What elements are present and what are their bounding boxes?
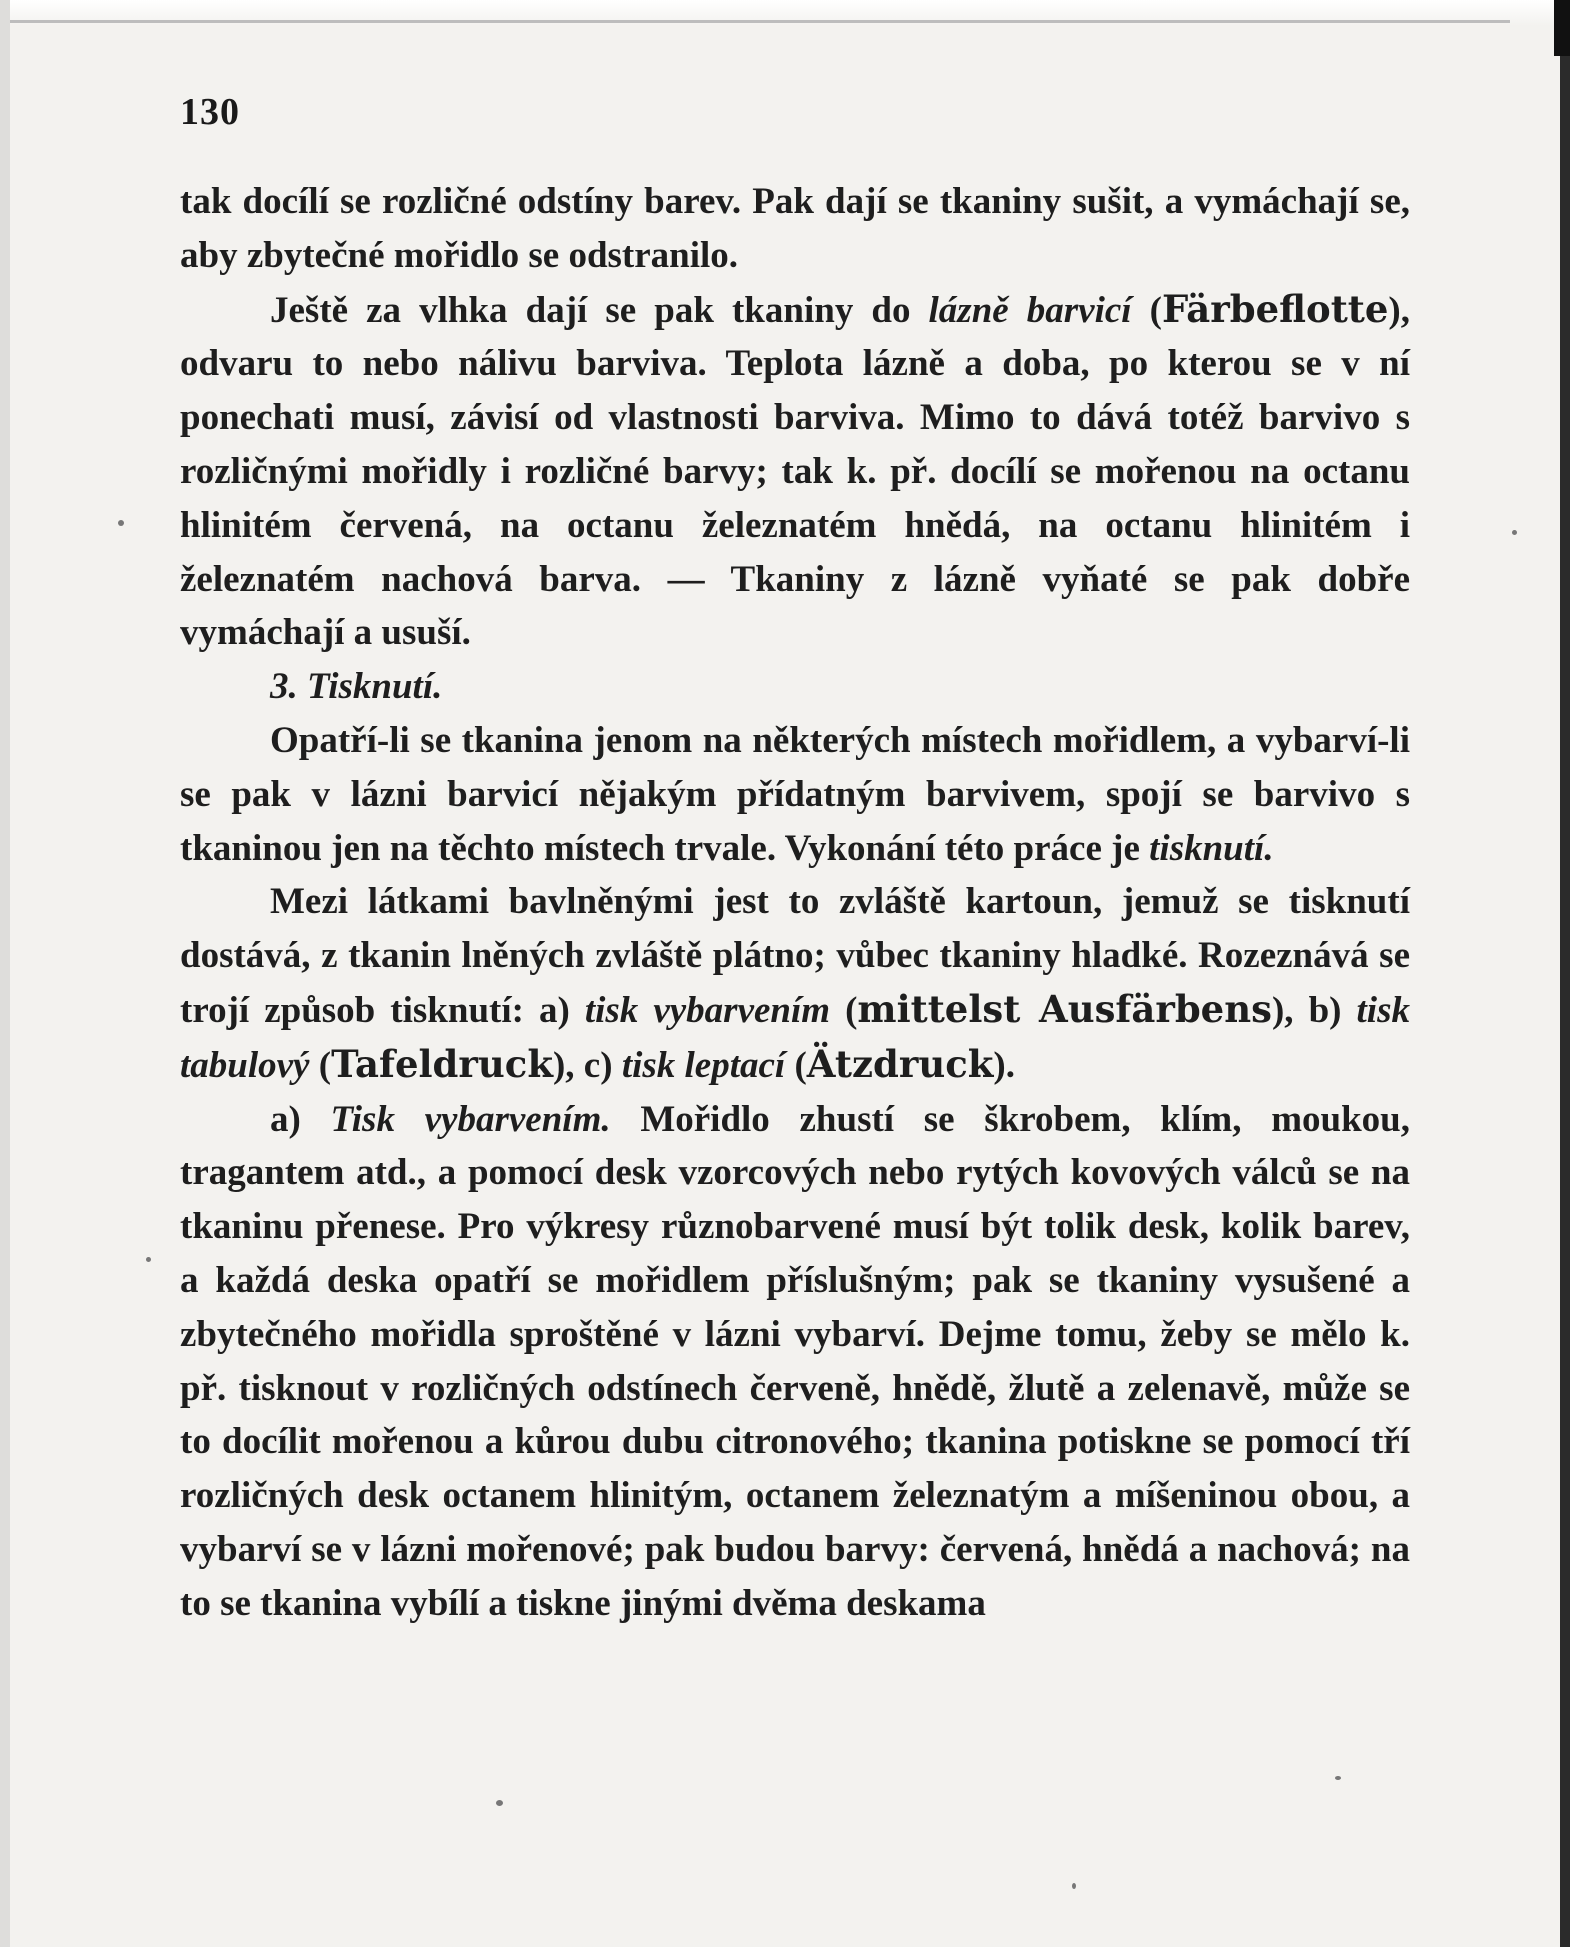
corner-dark-mark	[1554, 0, 1570, 56]
text-run: Opatří-li se tkanina jenom na některých místech mořidlem, a vybarví-li se pak v lázni barvicí nějakým přídatným barvivem, spojí se barvivo s tkaninou jen na těchto místech trvale. Vykonání této práce je	[180, 719, 1410, 869]
ink-speck	[1335, 1776, 1341, 1780]
page-left-edge	[0, 0, 10, 1947]
text-run: a)	[270, 1098, 331, 1140]
text-run: (	[1131, 289, 1162, 331]
paragraph-1: tak docílí se rozličné odstíny barev. Pak dají se tkaniny sušit, a vymáchají se, aby zbytečné mořidlo se odstranilo.	[180, 181, 1410, 276]
text-run: Ještě za vlhka dají se pak tkaniny do	[270, 289, 929, 331]
text-run: Mezi látkami bavlněnými jest to zvláště kartoun, jemuž se tisknutí dostává, z tkanin lněných zvláště plátno; vůbec tkaniny hladké. Rozeznává se trojí způsob tisknutí: a)	[180, 881, 1410, 1031]
ink-speck	[1072, 1883, 1076, 1889]
german-term: mittelst Ausfärbens	[857, 986, 1272, 1031]
text-run: ), odvaru to nebo nálivu barviva. Teplota lázně a doba, po kterou se v ní ponechati musí, závisí od vlastnosti barviva. Mimo to dává totéž barvivo s rozličnými mořidly i rozličné barvy; tak k. př. docílí se mořenou na octanu hlinitém červená, na octanu železnatém hnědá, na octanu hlinitém i železnatém nachová barva. — Tkaniny z lázně vyňaté se pak dobře vymáchají a usuší.	[180, 289, 1410, 654]
paragraph-4	[180, 875, 1410, 1092]
italic-term: tisknutí.	[1149, 827, 1274, 869]
ink-speck	[496, 1800, 503, 1806]
german-term: Ätzdruck	[806, 1041, 994, 1086]
text-run: (	[830, 989, 858, 1031]
italic-term: lázně barvicí	[928, 289, 1132, 331]
paragraph-5	[180, 1093, 1410, 1631]
text-run: (	[785, 1044, 807, 1086]
paragraph-3	[180, 714, 1410, 875]
paragraph-2	[180, 283, 1410, 661]
top-border-line	[10, 20, 1510, 23]
section-number: 3.	[270, 666, 298, 708]
ink-speck	[118, 520, 124, 526]
text-run: (	[309, 1044, 332, 1086]
text-run: Mořidlo zhustí se škrobem, klím, moukou, tragantem atd., a pomocí desk vzorcových nebo rytých kovových válců se na tkaninu přenese. Pro výkresy různobarvené musí být tolik desk, kolik barev, a každá deska opatří se mořidlem příslušným; pak se tkaniny vysušené a zbytečného mořidla sproštěné v lázni vybarví. Dejme tomu, žeby se mělo k. př. tisknout v rozličných odstínech červeně, hnědě, žlutě a zelenavě, může se to docílit mořenou a kůrou dubu citronového; tkanina potiskne se pomocí tří rozličných desk octanem hlinitým, octanem železnatým a míšeninou obou, a vybarví se v lázni mořenové; pak budou barvy: červená, hnědá a nachová; na to se tkanina vybílí a tiskne jinými dvěma deskama	[180, 1098, 1411, 1624]
italic-term: tisk vybarvením	[584, 989, 831, 1031]
ink-speck	[146, 1257, 151, 1262]
page-number: 130	[180, 91, 240, 133]
body-text	[180, 175, 1410, 1631]
section-heading	[180, 660, 1410, 714]
italic-term: tisk tabulový	[180, 989, 1410, 1086]
german-term: Färbeflotte	[1161, 286, 1389, 331]
text-run: ), c)	[552, 1044, 622, 1086]
ink-speck	[1512, 530, 1517, 535]
italic-term: tisk leptací	[621, 1044, 786, 1086]
text-run: ).	[993, 1044, 1015, 1086]
page-right-edge	[1560, 0, 1570, 1947]
italic-term: Tisk vybarvením.	[330, 1098, 611, 1140]
text-run: ), b)	[1271, 989, 1357, 1031]
section-title: Tisknutí.	[307, 666, 443, 708]
german-term: Tafeldruck	[331, 1041, 553, 1086]
